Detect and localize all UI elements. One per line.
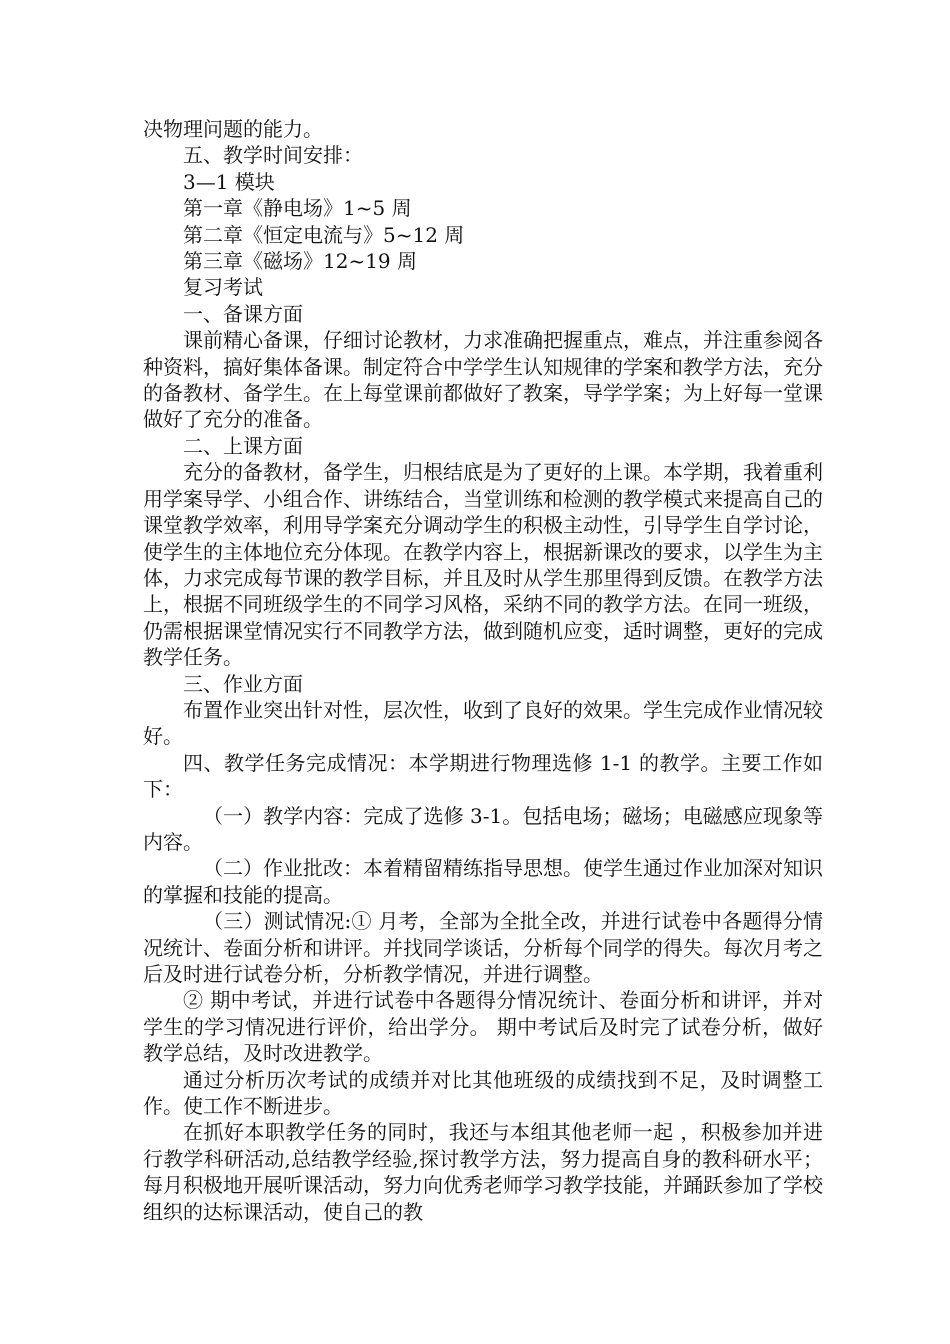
- homework-paragraph: 布置作业突出针对性，层次性，收到了良好的效果。学生完成作业情况较好。: [143, 697, 823, 749]
- class-heading: 二、上课方面: [183, 433, 303, 458]
- lesson-prep-paragraph: 课前精心备课，仔细讨论教材，力求准确把握重点，难点，并注重参阅各种资料，搞好集体备课。制定符合中学学生认知规律的学案和教学方法，充分的备教材、备学生。在上每堂课前都做好了教案，导学学案；为上好每一堂课做好了充分的准备。: [143, 328, 823, 432]
- chapter-2-line: 第二章《恒定电流与》5~12 周: [183, 222, 465, 247]
- chapter-3-line: 第三章《磁场》12~19 周: [183, 249, 418, 274]
- analysis-paragraph: 通过分析历次考试的成绩并对比其他班级的成绩找到不足，及时调整工作。使工作不断进步。: [143, 1067, 823, 1119]
- research-paragraph: 在抓好本职教学任务的同时，我还与本组其他老师一起 ，积极参加并进行教学科研活动,总结教学经验,探讨教学方法，努力提高自身的教科研水平；每月积极地开展听课活动，努力向优秀老师学习教学技能，并踊跃参加了学校组织的达标课活动，使自己的教: [143, 1120, 823, 1224]
- review-exam-line: 复习考试: [183, 275, 263, 300]
- paragraph-continued-ability: 决物理问题的能力。: [143, 117, 323, 141]
- task-testing-paragraph: （三）测试情况:① 月考，全部为全批全改，并进行试卷中各题得分情况统计、卷面分析和讲评。并找同学谈话，分析每个同学的得失。每次月考之后及时进行试卷分析，分析教学情况，并进行调整。: [143, 909, 823, 986]
- module-label: 3—1 模块: [183, 169, 275, 194]
- class-paragraph: 充分的备教材，备学生，归根结底是为了更好的上课。本学期，我着重利用学案导学、小组合作、讲练结合，当堂训练和检测的教学模式来提高自己的课堂教学效率，利用导学案充分调动学生的积极主动性，引导学生自学讨论，使学生的主体地位充分体现。在教学内容上，根据新课改的要求，以学生为主体，力求完成每节课的教学目标，并且及时从学生那里得到反馈。在教学方法上，根据不同班级学生的不同学习风格，采纳不同的教学方法。在同一班级，仍需根据课堂情况实行不同教学方法，做到随机应变，适时调整，更好的完成教学任务。: [143, 460, 823, 670]
- chapter-1-line: 第一章《静电场》1~5 周: [183, 196, 412, 221]
- task-midterm-paragraph: ② 期中考试，并进行试卷中各题得分情况统计、卷面分析和讲评，并对学生的学习情况进行评价，给出学分。 期中考试后及时完了试卷分析，做好教学总结，及时改进教学。: [143, 988, 823, 1066]
- homework-heading: 三、作业方面: [183, 671, 303, 696]
- tasks-paragraph: 四、教学任务完成情况：本学期进行物理选修 1-1 的教学。主要工作如下：: [143, 750, 823, 802]
- task-content-paragraph: （一）教学内容：完成了选修 3-1。包括电场；磁场；电磁感应现象等内容。: [143, 803, 823, 854]
- lesson-prep-heading: 一、备课方面: [183, 301, 303, 326]
- document-body: [143, 116, 823, 1225]
- task-grading-paragraph: （二）作业批改：本着精留精练指导思想。使学生通过作业加深对知识的掌握和技能的提高。: [143, 856, 823, 907]
- section-5-heading: 五、教学时间安排：: [183, 143, 363, 168]
